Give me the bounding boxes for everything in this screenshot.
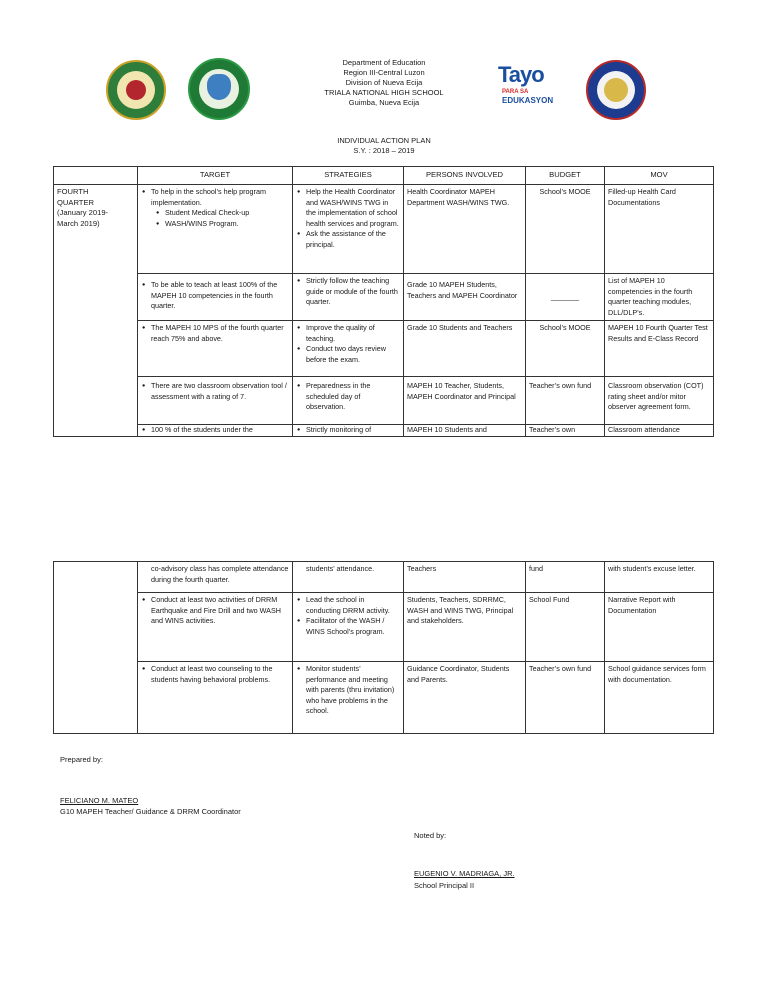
letterhead [0, 58, 768, 108]
header-line-4: TRIALA NATIONAL HIGH SCHOOL [324, 88, 444, 97]
target-cell: ● There are two classroom observation tool / assessment with a rating of 7. [138, 377, 293, 425]
quarter-cell: FOURTH QUARTER (January 2019- March 2019) [54, 185, 138, 437]
persons-cell: MAPEH 10 Teacher, Students, MAPEH Coordinator and Principal [404, 377, 526, 425]
noted-by-name: EUGENIO V. MADRIAGA, JR. [414, 869, 515, 878]
budget-cell: School’s MOOE [526, 321, 605, 377]
budget-cell: fund [526, 562, 605, 593]
budget-cell: School Fund [526, 593, 605, 662]
header-budget: BUDGET [526, 167, 605, 185]
strategies-cell: ● Preparedness in the scheduled day of observation. [293, 377, 404, 425]
target-cell: ● 100 % of the students under the [138, 425, 293, 437]
header-target: TARGET [138, 167, 293, 185]
mov-cell: Classroom attendance [605, 425, 714, 437]
mov-cell: with student’s excuse letter. [605, 562, 714, 593]
quarter-cell-empty [54, 562, 138, 734]
action-plan-table-continued [53, 561, 714, 734]
mov-cell: School guidance services form with documentation. [605, 662, 714, 734]
strategies-cell: students’ attendance. [293, 562, 404, 593]
budget-cell: Teacher’s own [526, 425, 605, 437]
school-year: S.Y. : 2018 – 2019 [353, 146, 415, 155]
persons-cell: Grade 10 MAPEH Students, Teachers and MAPEH Coordinator [404, 274, 526, 321]
header-line-2: Region III-Central Luzon [343, 68, 425, 77]
target-cell: ● Conduct at least two counseling to the students having behavioral problems. [138, 662, 293, 734]
strategies-cell: ● Help the Health Coordinator and WASH/WINS TWG in the implementation of school health services and program. ● Ask the assistance of the principal. [293, 185, 404, 274]
table-row [54, 562, 714, 593]
target-cell: co-advisory class has complete attendance during the fourth quarter. [138, 562, 293, 593]
mov-cell: Classroom observation (COT) rating sheet and/or mitor observer agreement form. [605, 377, 714, 425]
strategies-cell: ● Lead the school in conducting DRRM activity. ● Facilitator of the WASH / WINS School’s program. [293, 593, 404, 662]
persons-cell: Students, Teachers, SDRRMC, WASH and WINS TWG, Principal and stakeholders. [404, 593, 526, 662]
persons-cell: Health Coordinator MAPEH Department WASH/WINS TWG. [404, 185, 526, 274]
table-row [54, 321, 714, 377]
header-line-5: Guimba, Nueva Ecija [348, 98, 420, 107]
mov-cell: MAPEH 10 Fourth Quarter Test Results and E-Class Record [605, 321, 714, 377]
header-cell-blank [54, 167, 138, 185]
prepared-by-name: FELICIANO M. MATEO [60, 796, 139, 805]
table-row [54, 425, 714, 437]
budget-cell: School’s MOOE [526, 185, 605, 274]
table-header-row [54, 167, 714, 185]
strategies-cell: ● Strictly follow the teaching guide or module of the fourth quarter. [293, 274, 404, 321]
persons-cell: Teachers [404, 562, 526, 593]
doc-title: INDIVIDUAL ACTION PLAN [337, 136, 431, 145]
persons-cell: MAPEH 10 Students and [404, 425, 526, 437]
header-persons-involved: PERSONS INVOLVED [404, 167, 526, 185]
header-line-1: Department of Education [342, 58, 426, 67]
header-mov: MOV [605, 167, 714, 185]
table-row [54, 274, 714, 321]
table-row [54, 377, 714, 425]
mov-cell: List of MAPEH 10 competencies in the fourth quarter teaching modules, DLL/DLP’s. [605, 274, 714, 321]
target-cell: ● The MAPEH 10 MPS of the fourth quarter reach 75% and above. [138, 321, 293, 377]
noted-by-label: Noted by: [414, 831, 447, 840]
strategies-cell: ● Monitor students’ performance and meeting with parents (thru invitation) who have problems in the school. [293, 662, 404, 734]
target-cell: ● To help in the school’s help program implementation. ● Student Medical Check-up ● WASH/WINS Program. [138, 185, 293, 274]
table-row [54, 662, 714, 734]
tayo-para-sa-edukasyon-logo: Tayo PARA SA EDUKASYON [498, 62, 554, 105]
persons-cell: Guidance Coordinator, Students and Parents. [404, 662, 526, 734]
header-line-3: Division of Nueva Ecija [345, 78, 423, 87]
budget-cell: _______ [526, 274, 605, 321]
table-row [54, 185, 714, 274]
target-cell: ● Conduct at least two activities of DRRM Earthquake and Fire Drill and two WASH and WINS activities. [138, 593, 293, 662]
strategies-cell: ● Strictly monitoring of [293, 425, 404, 437]
budget-cell: Teacher’s own fund [526, 377, 605, 425]
header-strategies: STRATEGIES [293, 167, 404, 185]
persons-cell: Grade 10 Students and Teachers [404, 321, 526, 377]
prepared-by-label: Prepared by: [60, 755, 103, 764]
doc-title-block [0, 136, 768, 156]
budget-cell: Teacher’s own fund [526, 662, 605, 734]
strategies-cell: ● Improve the quality of teaching. ● Conduct two days review before the exam. [293, 321, 404, 377]
mov-cell: Narrative Report with Documentation [605, 593, 714, 662]
mov-cell: Filled-up Health Card Documentations [605, 185, 714, 274]
table-row [54, 593, 714, 662]
action-plan-table [53, 166, 714, 437]
noted-by-title: School Principal II [414, 881, 475, 890]
target-cell: ● To be able to teach at least 100% of the MAPEH 10 competencies in the fourth quarter. [138, 274, 293, 321]
prepared-by-title: G10 MAPEH Teacher/ Guidance & DRRM Coordinator [60, 807, 241, 816]
